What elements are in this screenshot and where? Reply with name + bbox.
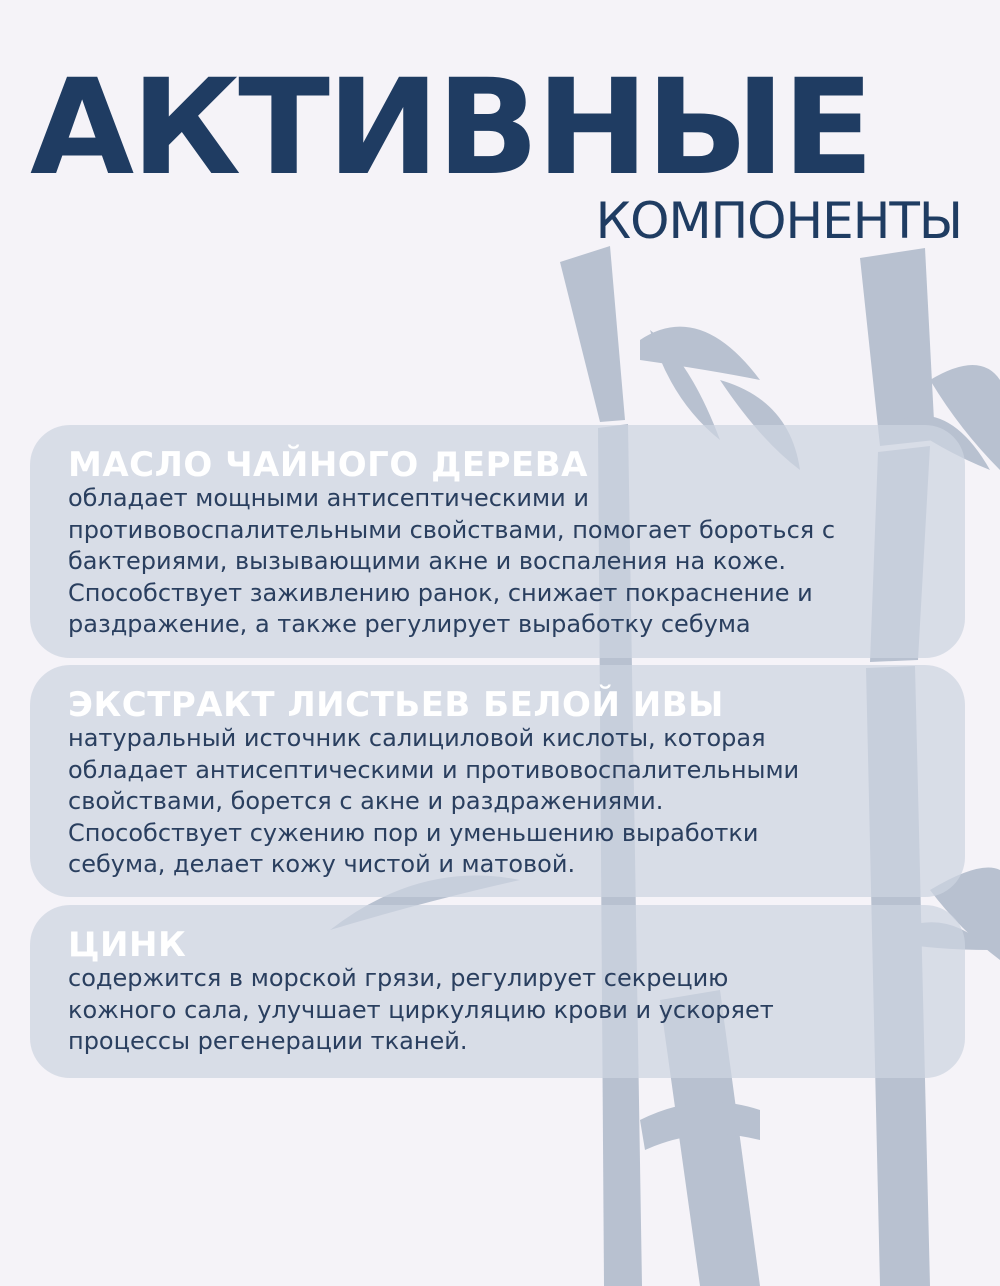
component-card-zinc (30, 905, 965, 1078)
component-card-tea-tree-oil (30, 425, 965, 658)
component-description: содержится в морской грязи, регулирует секрецию кожного сала, улучшает циркуляцию крови и ускоряет процессы регенерации тканей. (68, 964, 774, 1055)
component-title: ЦИНК (68, 925, 187, 965)
page-title: АКТИВНЫЕ (30, 51, 872, 205)
component-title: ЭКСТРАКТ ЛИСТЬЕВ БЕЛОЙ ИВЫ (68, 685, 724, 725)
component-description: обладает мощными антисептическими и противовоспалительными свойствами, помогает бороться с бактериями, вызывающими акне и воспаления на коже. Способствует заживлению ранок, снижает покраснение и раздражение, а также регулирует выработку себума (68, 484, 836, 638)
component-card-white-willow-extract (30, 665, 965, 897)
component-description: натуральный источник салициловой кислоты, которая обладает антисептическими и противовоспалительными свойствами, борется с акне и раздражениями. Способствует сужению пор и уменьшению выработки себума, делает кожу чистой и матовой. (68, 724, 800, 878)
component-title: МАСЛО ЧАЙНОГО ДЕРЕВА (68, 445, 588, 485)
page-subtitle: КОМПОНЕНТЫ (595, 192, 962, 250)
